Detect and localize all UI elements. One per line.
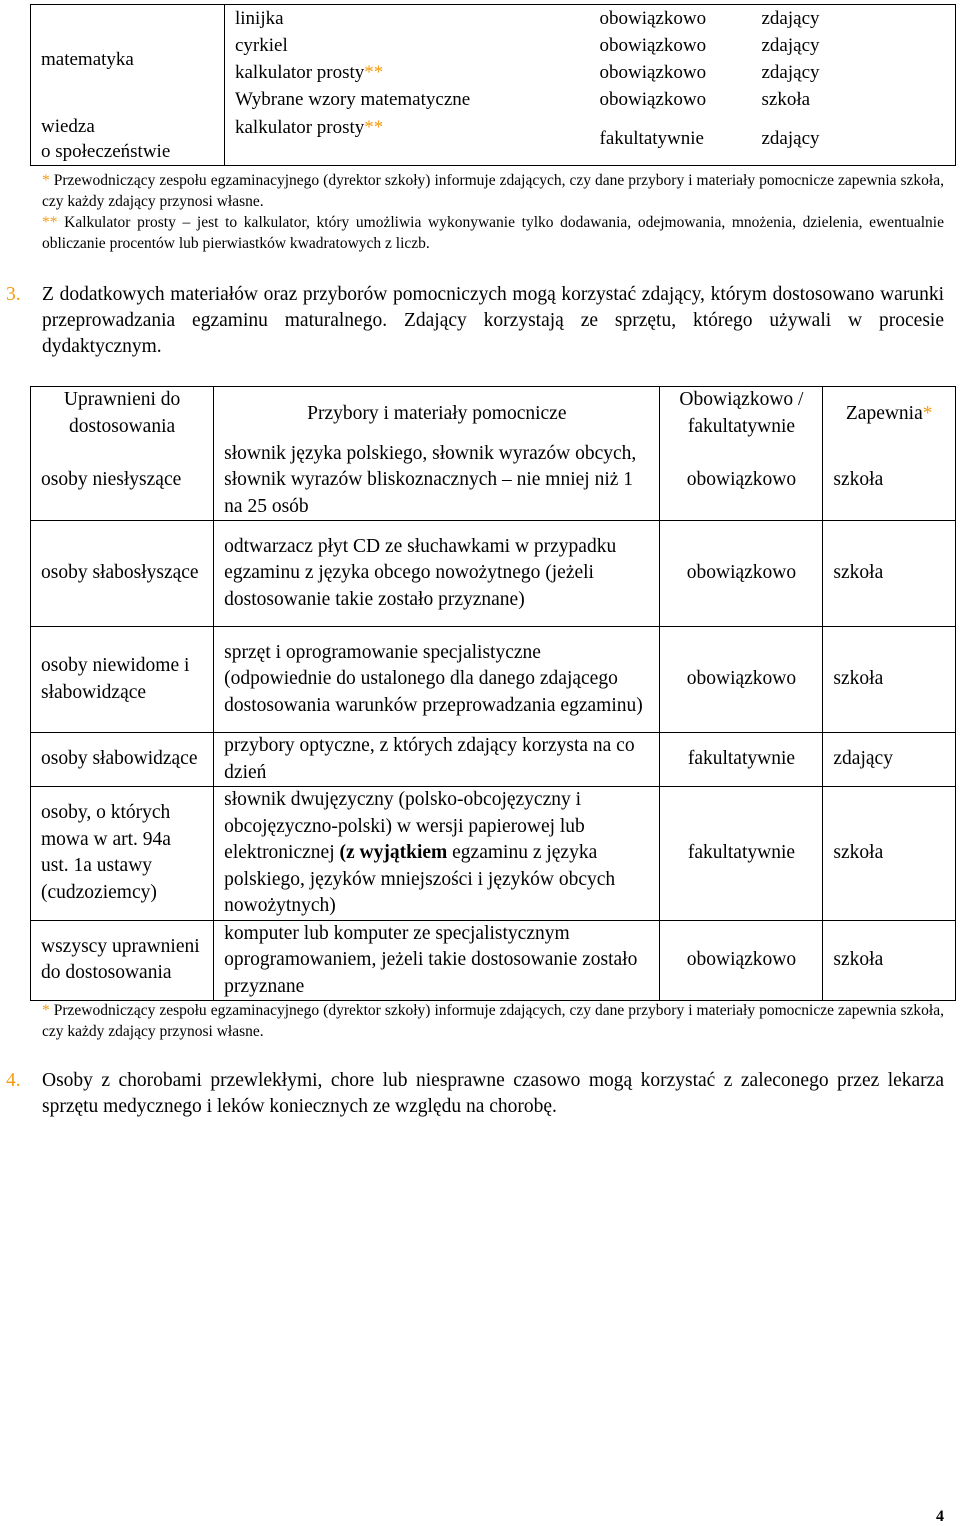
table-cell: zdający <box>752 113 956 165</box>
header-tools: Przybory i materiały pomocnicze <box>214 387 660 441</box>
table-cell: osoby słabosłyszące <box>31 521 214 627</box>
table-cell: osoby niewidome i słabowidzące <box>31 627 214 733</box>
table-cell: szkoła <box>823 441 956 521</box>
section-text: Z dodatkowych materiałów oraz przyborów pomocniczych mogą korzystać zdający, którym dostosowano warunki przeprowadzania egzaminu maturalnego. Zdający korzystają ze sprzętu, którego używali w procesie dydaktycznym. <box>42 284 944 357</box>
footnote-mark: ** <box>364 62 384 83</box>
header-entitled: Uprawnieni do dostosowania <box>31 387 214 441</box>
footnote <box>42 170 944 212</box>
table-cell: linijka <box>225 5 590 33</box>
subject-wos <box>31 113 225 165</box>
table-cell: komputer lub komputer ze specjalistycznym oprogramowaniem, jeżeli takie dostosowanie zostało przyznane <box>214 920 660 1001</box>
table-cell: wszyscy uprawnieni do dostosowania <box>31 920 214 1001</box>
table-cell: zdający <box>823 733 956 787</box>
table-cell: obowiązkowo <box>599 35 707 56</box>
table-cell: szkoła <box>823 920 956 1001</box>
footnote-mark: ** <box>364 117 384 138</box>
table-cell: fakultatywnie <box>660 787 823 921</box>
table-cell: zdający <box>752 59 956 86</box>
table-cell: szkoła <box>752 86 956 113</box>
table-cell: Wybrane wzory matematyczne <box>225 86 590 113</box>
footnote-text: Przewodniczący zespołu egzaminacyjnego (dyrektor szkoły) informuje zdających, czy dane przybory i materiały pomocnicze zapewnia szkoła, czy każdy zdający przynosi własne. <box>42 172 944 210</box>
subject-math: matematyka <box>31 5 225 114</box>
footnote-mark: ** <box>42 214 58 231</box>
table-cell: szkoła <box>823 787 956 921</box>
section-3 <box>6 282 944 360</box>
table-cell: zdający <box>752 5 956 33</box>
section-4 <box>6 1068 944 1120</box>
table-cell: osoby, o których mowa w art. 94a ust. 1a ustawy (cudzoziemcy) <box>31 787 214 921</box>
table-cell: osoby słabowidzące <box>31 733 214 787</box>
subjects-table <box>30 4 956 166</box>
footnote-text: Przewodniczący zespołu egzaminacyjnego (dyrektor szkoły) informuje zdających, czy dane przybory i materiały pomocnicze zapewnia szkoła, czy każdy zdający przynosi własne. <box>42 1002 944 1040</box>
cell-text: słownik dwujęzyczny (polsko-obcojęzyczny i obcojęzyczno-polski) w wersji papierowej lub elektronicznej <box>224 789 585 863</box>
table-cell: obowiązkowo <box>660 521 823 627</box>
footnote <box>42 1000 944 1042</box>
subject-wos-line2: o społeczeństwie <box>41 141 171 162</box>
item-text: kalkulator prosty <box>235 62 365 83</box>
table-cell: szkoła <box>823 521 956 627</box>
footnote-mark: * <box>42 1002 50 1019</box>
table-cell: obowiązkowo <box>599 62 707 83</box>
accommodations-table <box>30 386 956 1001</box>
section-number: 4. <box>6 1070 21 1091</box>
table-cell: szkoła <box>823 627 956 733</box>
table-cell: osoby niesłyszące <box>31 441 214 521</box>
section-number: 3. <box>6 284 21 305</box>
header-provides <box>823 387 956 441</box>
section-text: Osoby z chorobami przewlekłymi, chore lub niesprawne czasowo mogą korzystać z zaleconego przez lekarza sprzętu medycznego i leków koniecznych ze względu na chorobę. <box>42 1070 944 1117</box>
table-cell <box>225 113 590 165</box>
table-cell: odtwarzacz płyt CD ze słuchawkami w przypadku egzaminu z języka obcego nowożytnego (jeżeli dostosowanie takie zostało przyznane) <box>214 521 660 627</box>
footnotes-2 <box>42 1000 944 1042</box>
table-cell <box>225 59 590 86</box>
table-cell: fakultatywnie <box>660 733 823 787</box>
footnote-mark: * <box>42 172 50 189</box>
table-cell: obowiązkowo <box>590 5 752 33</box>
table-cell: sprzęt i oprogramowanie specjalistyczne (odpowiednie do ustalonego dla danego zdającego dostosowania warunków przeprowadzania egzaminu) <box>214 627 660 733</box>
table-cell <box>214 787 660 921</box>
table-cell: zdający <box>752 32 956 59</box>
table-cell: fakultatywnie <box>590 113 752 165</box>
table-cell: słownik języka polskiego, słownik wyrazów obcych, słownik wyrazów bliskoznacznych – nie mniej niż 1 na 25 osób <box>214 441 660 521</box>
table-cell: obowiązkowo <box>660 920 823 1001</box>
table-cell: obowiązkowo <box>660 441 823 521</box>
page-number: 4 <box>936 1508 944 1525</box>
footnote-text: Kalkulator prosty – jest to kalkulator, który umożliwia wykonywanie tylko dodawania, odejmowania, mnożenia, dzielenia, ewentualnie obliczanie procentów lub pierwiastków kwadratowych z liczb. <box>42 214 944 252</box>
table-cell: obowiązkowo <box>660 627 823 733</box>
footnote <box>42 212 944 254</box>
table-cell: przybory optyczne, z których zdający korzysta na co dzień <box>214 733 660 787</box>
header-provides-text: Zapewnia <box>845 402 923 424</box>
footnotes-1 <box>42 170 944 254</box>
table-cell: cyrkiel <box>225 32 590 59</box>
header-required: Obowiązkowo / fakultatywnie <box>660 387 823 441</box>
item-text: kalkulator prosty <box>235 117 365 138</box>
cell-text-bold: (z wyjątkiem <box>339 842 448 863</box>
table-cell: obowiązkowo <box>599 89 707 110</box>
subject-wos-line1: wiedza <box>41 116 95 137</box>
footnote-mark: * <box>922 402 933 424</box>
cell-text: egzaminu z języka polskiego, języków mniejszości i języków obcych nowożytnych) <box>224 842 616 916</box>
